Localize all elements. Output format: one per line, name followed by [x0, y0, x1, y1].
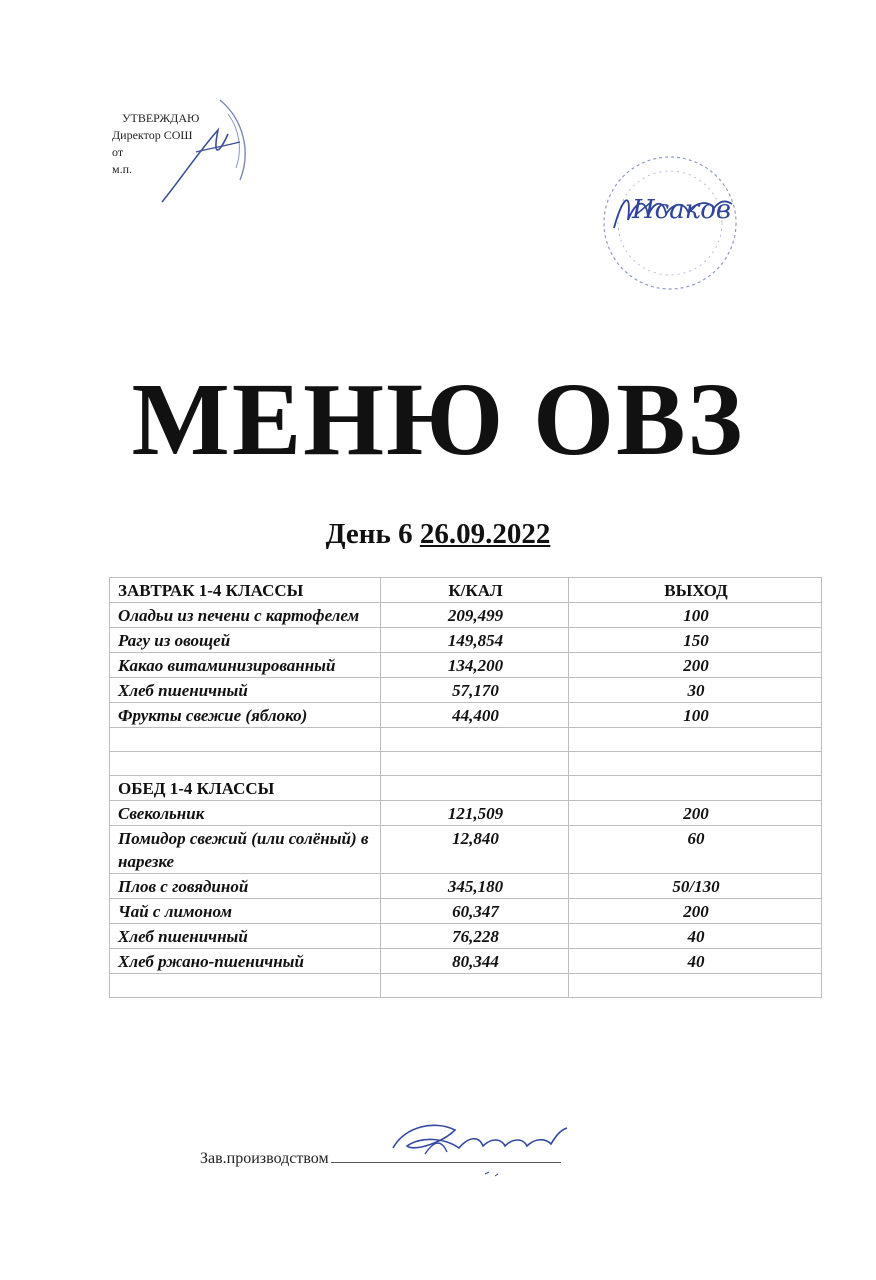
approval-date-label: от — [112, 145, 124, 159]
dish-name: Свекольник — [110, 801, 381, 826]
table-row — [110, 628, 822, 653]
table-row — [110, 653, 822, 678]
dish-output: 200 — [569, 899, 822, 924]
dish-output: 200 — [569, 653, 822, 678]
left-stamp-signature — [100, 90, 260, 220]
dish-name: Хлеб ржано-пшеничный — [110, 949, 381, 974]
table-row — [110, 603, 822, 628]
breakfast-header: ЗАВТРАК 1-4 КЛАССЫ — [110, 578, 381, 603]
table-row — [110, 703, 822, 728]
round-stamp — [592, 148, 752, 298]
dish-output: 100 — [569, 703, 822, 728]
lunch-header-row — [110, 776, 822, 801]
dish-kcal: 12,840 — [381, 826, 569, 874]
empty-row — [110, 974, 822, 998]
dish-output: 30 — [569, 678, 822, 703]
dish-output: 50/130 — [569, 874, 822, 899]
empty-row — [110, 728, 822, 752]
dish-kcal: 57,170 — [381, 678, 569, 703]
page-title: МЕНЮ ОВЗ — [131, 362, 745, 477]
menu-table — [109, 577, 822, 998]
dish-name: Помидор свежий (или солёный) в нарезке — [110, 826, 381, 874]
lunch-header: ОБЕД 1-4 КЛАССЫ — [110, 776, 381, 801]
dish-name: Фрукты свежие (яблоко) — [110, 703, 381, 728]
stamp-signature-text: Исаков — [632, 195, 732, 225]
dish-kcal: 149,854 — [381, 628, 569, 653]
dish-output: 100 — [569, 603, 822, 628]
table-row — [110, 826, 822, 874]
dish-name: Хлеб пшеничный — [110, 924, 381, 949]
table-row — [110, 924, 822, 949]
menu-date: 26.09.2022 — [419, 518, 551, 550]
dish-kcal: 80,344 — [381, 949, 569, 974]
dish-name: Оладьи из печени с картофелем — [110, 603, 381, 628]
dish-kcal: 60,347 — [381, 899, 569, 924]
dish-name: Хлеб пшеничный — [110, 678, 381, 703]
dish-output: 200 — [569, 801, 822, 826]
dish-kcal: 44,400 — [381, 703, 569, 728]
empty-row — [110, 752, 822, 776]
dish-kcal: 134,200 — [381, 653, 569, 678]
dish-name: Рагу из овощей — [110, 628, 381, 653]
page-subtitle — [0, 518, 876, 551]
dish-kcal: 121,509 — [381, 801, 569, 826]
dish-output: 40 — [569, 949, 822, 974]
dish-output: 60 — [569, 826, 822, 874]
table-row — [110, 949, 822, 974]
approval-seal-label: м.п. — [112, 162, 133, 176]
dish-name: Плов с говядиной — [110, 874, 381, 899]
dish-output: 40 — [569, 924, 822, 949]
table-row — [110, 874, 822, 899]
manager-signature — [385, 1112, 575, 1192]
approval-director: Директор СОШ — [112, 128, 193, 142]
kcal-header: К/КАЛ — [381, 578, 569, 603]
dish-name: Какао витаминизированный — [110, 653, 381, 678]
dish-kcal: 345,180 — [381, 874, 569, 899]
dish-kcal: 76,228 — [381, 924, 569, 949]
table-header-row — [110, 578, 822, 603]
day-label: День 6 — [325, 518, 413, 550]
table-row — [110, 899, 822, 924]
production-manager-label: Зав.производством — [200, 1150, 329, 1167]
table-row — [110, 801, 822, 826]
dish-kcal: 209,499 — [381, 603, 569, 628]
dish-name: Чай с лимоном — [110, 899, 381, 924]
table-row — [110, 678, 822, 703]
approval-title: УТВЕРЖДАЮ — [122, 111, 200, 125]
output-header: ВЫХОД — [569, 578, 822, 603]
dish-output: 150 — [569, 628, 822, 653]
